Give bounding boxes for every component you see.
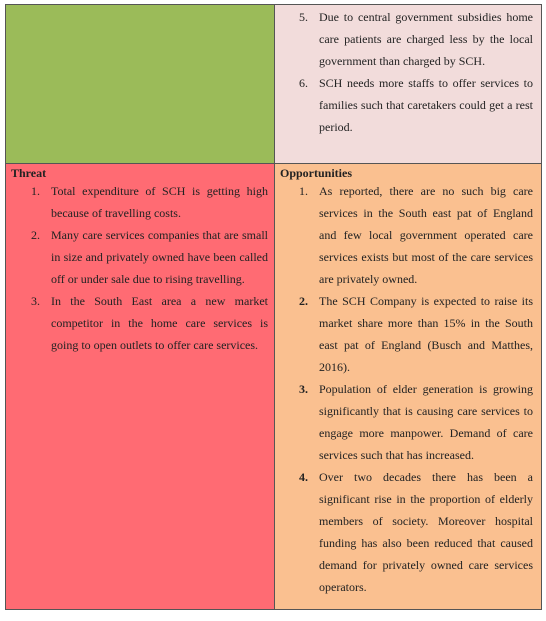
item-number: 2. bbox=[299, 294, 308, 308]
item-number: 4. bbox=[299, 470, 308, 484]
threat-cell bbox=[6, 164, 275, 609]
item-number: 2. bbox=[31, 228, 40, 242]
item-number: 3. bbox=[31, 294, 40, 308]
item-text: SCH needs more staffs to offer services to families such that caretakers could get a rest period. bbox=[319, 76, 533, 134]
list-item bbox=[275, 6, 541, 72]
list-item bbox=[6, 224, 274, 290]
item-text: Many care services companies that are small in size and privately owned have been called off or under sale due to rising travelling. bbox=[51, 228, 268, 286]
item-text: Over two decades there has been a significant rise in the proportion of elderly members of society. Moreover hospital funding has also been reduced that caused demand for privately owned care services operators. bbox=[319, 470, 533, 594]
item-number: 1. bbox=[299, 184, 308, 198]
item-text: In the South East area a new market competitor in the home care services is going to open outlets to offer care services. bbox=[51, 294, 268, 352]
list-item bbox=[275, 290, 541, 378]
weakness-list bbox=[275, 6, 541, 138]
list-item bbox=[275, 72, 541, 138]
item-text: As reported, there are no such big care services in the South east pat of England and few local government operated care services exists but most of the care services are privately owned. bbox=[319, 184, 533, 286]
item-number: 1. bbox=[31, 184, 40, 198]
weakness-list-cell bbox=[275, 5, 541, 164]
threat-list bbox=[6, 180, 274, 356]
opportunities-list bbox=[275, 180, 541, 598]
item-number: 5. bbox=[299, 10, 308, 24]
item-text: Population of elder generation is growing significantly that is causing care services to engage more manpower. Demand of care services such that has increased. bbox=[319, 382, 533, 462]
item-text: Due to central government subsidies home care patients are charged less by the local government than charged by SCH. bbox=[319, 10, 533, 68]
opportunities-cell bbox=[275, 164, 541, 609]
weakness-continued-cell bbox=[6, 5, 275, 164]
item-text: Total expenditure of SCH is getting high because of travelling costs. bbox=[51, 184, 268, 220]
item-text: The SCH Company is expected to raise its market share more than 15% in the South east pat of England (Busch and Matthes, 2016). bbox=[319, 294, 533, 374]
item-number: 3. bbox=[299, 382, 308, 396]
list-item bbox=[275, 378, 541, 466]
swot-table bbox=[5, 4, 542, 610]
threat-heading: Threat bbox=[11, 166, 47, 180]
list-item bbox=[6, 290, 274, 356]
item-number: 6. bbox=[299, 76, 308, 90]
opportunities-heading: Opportunities bbox=[280, 166, 353, 180]
list-item bbox=[6, 180, 274, 224]
list-item bbox=[275, 180, 541, 290]
list-item bbox=[275, 466, 541, 598]
